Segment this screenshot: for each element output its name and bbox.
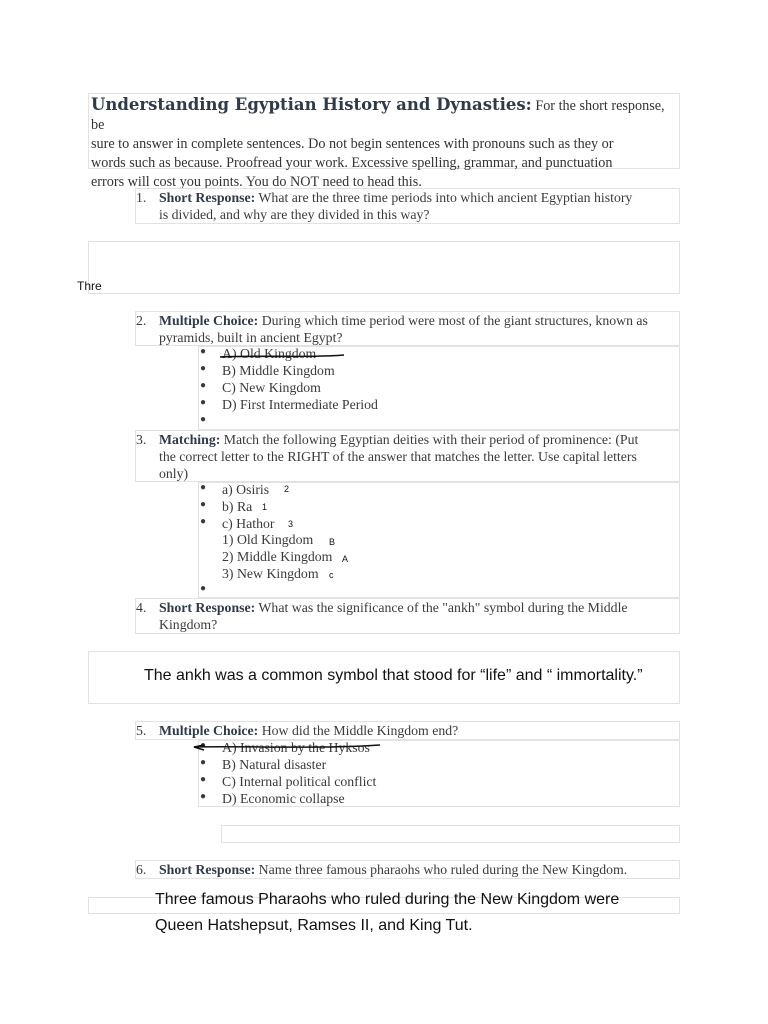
question-line: What are the three time periods into which ancient Egyptian history [255, 190, 633, 205]
question-line: How did the Middle Kingdom end? [258, 723, 459, 738]
instructions-line-4: errors will cost you points. You do NOT need to head this. [91, 174, 422, 190]
handwritten-mark: A [342, 554, 349, 564]
strikethrough-mark [218, 349, 348, 363]
question-text [159, 722, 677, 739]
question-text [159, 312, 677, 346]
question-line: is divided, and why are they divided in this way? [159, 207, 430, 222]
question-6 [135, 860, 680, 879]
answer-box-5[interactable] [221, 825, 680, 843]
bullet-icon: ● [200, 740, 207, 751]
question-type: Short Response: [159, 190, 256, 205]
strikethrough-mark [192, 739, 384, 755]
question-line: only) [159, 466, 189, 481]
answer-line: Queen Hatshepsut, Ramses II, and King Tut. [155, 917, 473, 934]
question-3 [135, 430, 680, 482]
question-type: Matching: [159, 432, 221, 447]
answer-text-4: The ankh was a common symbol that stood for “life” and “ immortality.” [144, 667, 643, 684]
matching-list-3: ● a) Osiris ● b) Ra ● c) Hathor 1) Old Kingdom 2) Middle Kingdom 3) New Kingdom ● [200, 482, 333, 594]
question-type: Short Response: [159, 600, 256, 615]
bullet-icon: ● [200, 499, 207, 510]
answer-text-6 [155, 887, 619, 939]
handwritten-mark: 2 [284, 484, 290, 494]
handwritten-mark: 3 [288, 519, 294, 529]
question-line: What was the significance of the "ankh" symbol during the Middle [255, 600, 628, 615]
bullet-icon: ● [200, 791, 207, 802]
bullet-icon: ● [200, 482, 207, 493]
handwritten-mark: B [329, 537, 336, 547]
bullet-icon: ● [200, 363, 207, 374]
question-number: 5. [136, 723, 147, 738]
question-line: During which time period were most of the giant structures, known as [258, 313, 648, 328]
bullet-icon: ● [200, 380, 207, 391]
answer-line: Three famous Pharaohs who ruled during the New Kingdom were [155, 891, 620, 908]
question-type: Short Response: [159, 862, 256, 877]
stray-text: Thre [77, 279, 102, 293]
bullet-icon: ● [200, 414, 207, 425]
question-line: the correct letter to the RIGHT of the answer that matches the letter. Use capital letters [159, 449, 637, 464]
instructions-line-1: For the short response, be [91, 98, 665, 133]
question-number: 2. [136, 313, 147, 328]
handwritten-mark: c [329, 570, 334, 580]
question-number: 1. [136, 190, 147, 205]
question-type: Multiple Choice: [159, 313, 259, 328]
instructions-line-2: sure to answer in complete sentences. Do not begin sentences with pronouns such as they or [91, 136, 614, 152]
answer-box-1[interactable] [88, 241, 680, 294]
options-list-2: ● A) Old Kingdom ● B) Middle Kingdom ● C) New Kingdom ● D) First Intermediate Period ● [200, 346, 378, 425]
question-type: Multiple Choice: [159, 723, 259, 738]
instructions-text [91, 96, 677, 191]
bullet-icon: ● [200, 516, 207, 527]
question-line: Match the following Egyptian deities with their period of prominence: (Put [220, 432, 639, 447]
instructions-box [88, 93, 680, 190]
question-line: Kingdom? [159, 617, 218, 632]
instructions-line-3: words such as because. Proofread your work. Excessive spelling, grammar, and punctuation [91, 155, 613, 171]
question-number: 6. [136, 862, 147, 877]
question-4 [135, 598, 680, 634]
question-2 [135, 311, 680, 346]
bullet-icon: ● [200, 346, 207, 357]
question-text [159, 431, 677, 482]
bullet-icon: ● [200, 397, 207, 408]
options-list-5: ● A) Invasion by the Hyksos ● B) Natural disaster ● C) Internal political conflict ● D) Economic collapse [200, 740, 377, 806]
question-line: Name three famous pharaohs who ruled during the New Kingdom. [255, 862, 628, 877]
question-text [159, 861, 677, 878]
bullet-icon: ● [200, 774, 207, 785]
question-5 [135, 721, 680, 740]
question-line: pyramids, built in ancient Egypt? [159, 330, 343, 345]
bullet-icon: ● [200, 583, 207, 594]
question-text [159, 599, 677, 633]
handwritten-mark: 1 [262, 502, 268, 512]
question-number: 3. [136, 432, 147, 447]
question-1 [135, 188, 680, 224]
bullet-icon: ● [200, 757, 207, 768]
question-number: 4. [136, 600, 147, 615]
document-title: Understanding Egyptian History and Dynasties: [91, 95, 532, 114]
question-text [159, 189, 677, 223]
